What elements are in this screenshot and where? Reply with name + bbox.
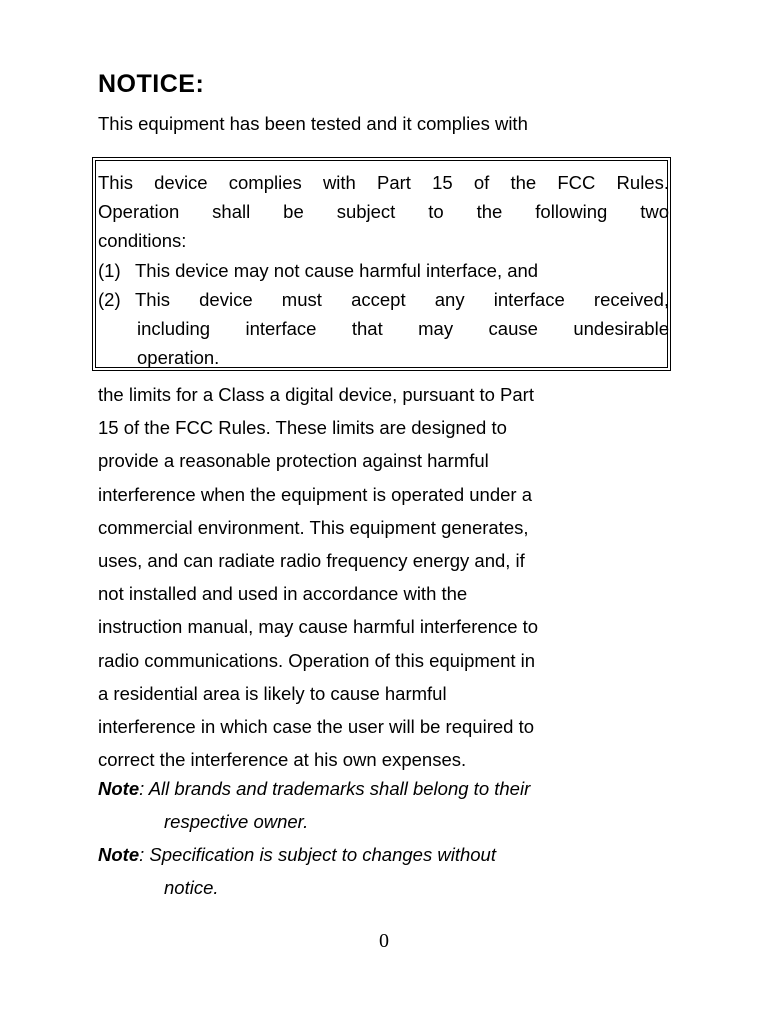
notice-intro: This equipment has been tested and it complies with — [98, 113, 528, 134]
page-number: 0 — [379, 930, 389, 952]
body-line: commercial environment. This equipment generates, — [98, 516, 529, 538]
body-line: uses, and can radiate radio frequency energy and, if — [98, 550, 525, 572]
fcc-line-1: This device complies with Part 15 of the FCC Rules. — [98, 172, 669, 193]
condition-2-label: (2) — [98, 288, 121, 310]
body-line: 15 of the FCC Rules. These limits are designed to — [98, 417, 507, 439]
body-line: interference when the equipment is operated under a — [98, 483, 533, 505]
body-line: a residential area is likely to cause harmful — [98, 682, 447, 704]
note-text-continued: notice. — [164, 877, 219, 898]
fcc-condition-2 — [98, 285, 669, 314]
body-line: not installed and used in accordance with the — [98, 583, 468, 605]
note-text: : All brands and trademarks shall belong to their — [139, 778, 531, 799]
body-line: instruction manual, may cause harmful interference to — [98, 616, 539, 638]
fcc-line-2: Operation shall be subject to the following two — [98, 201, 669, 223]
condition-2-line-1: This device must accept any interface received, — [135, 288, 669, 310]
body-line: provide a reasonable protection against harmful — [98, 450, 489, 472]
fcc-statement-text — [98, 168, 669, 372]
note-label: Note — [98, 778, 140, 799]
fcc-condition-1 — [98, 256, 669, 285]
notes-section — [98, 772, 698, 904]
condition-1-text: This device may not cause harmful interface, and — [135, 259, 539, 281]
condition-2-line-2: including interface that may cause undesirable — [137, 318, 669, 340]
fcc-line-3: conditions: — [98, 230, 187, 252]
notice-heading: NOTICE: — [98, 70, 205, 98]
condition-1-label: (1) — [98, 259, 121, 281]
body-line: the limits for a Class a digital device, pursuant to Part — [98, 384, 534, 405]
note-text: : Specification is subject to changes without — [139, 844, 496, 865]
note-trademarks — [98, 772, 698, 838]
body-line: interference in which case the user will be required to — [98, 716, 535, 738]
body-line: correct the interference at his own expenses. — [98, 749, 467, 771]
note-specification — [98, 838, 698, 904]
note-label: Note — [98, 844, 140, 865]
notice-body-paragraph — [98, 378, 678, 776]
body-line: radio communications. Operation of this equipment in — [98, 649, 536, 671]
condition-2-line-3: operation. — [137, 347, 220, 369]
note-text-continued: respective owner. — [164, 811, 309, 832]
